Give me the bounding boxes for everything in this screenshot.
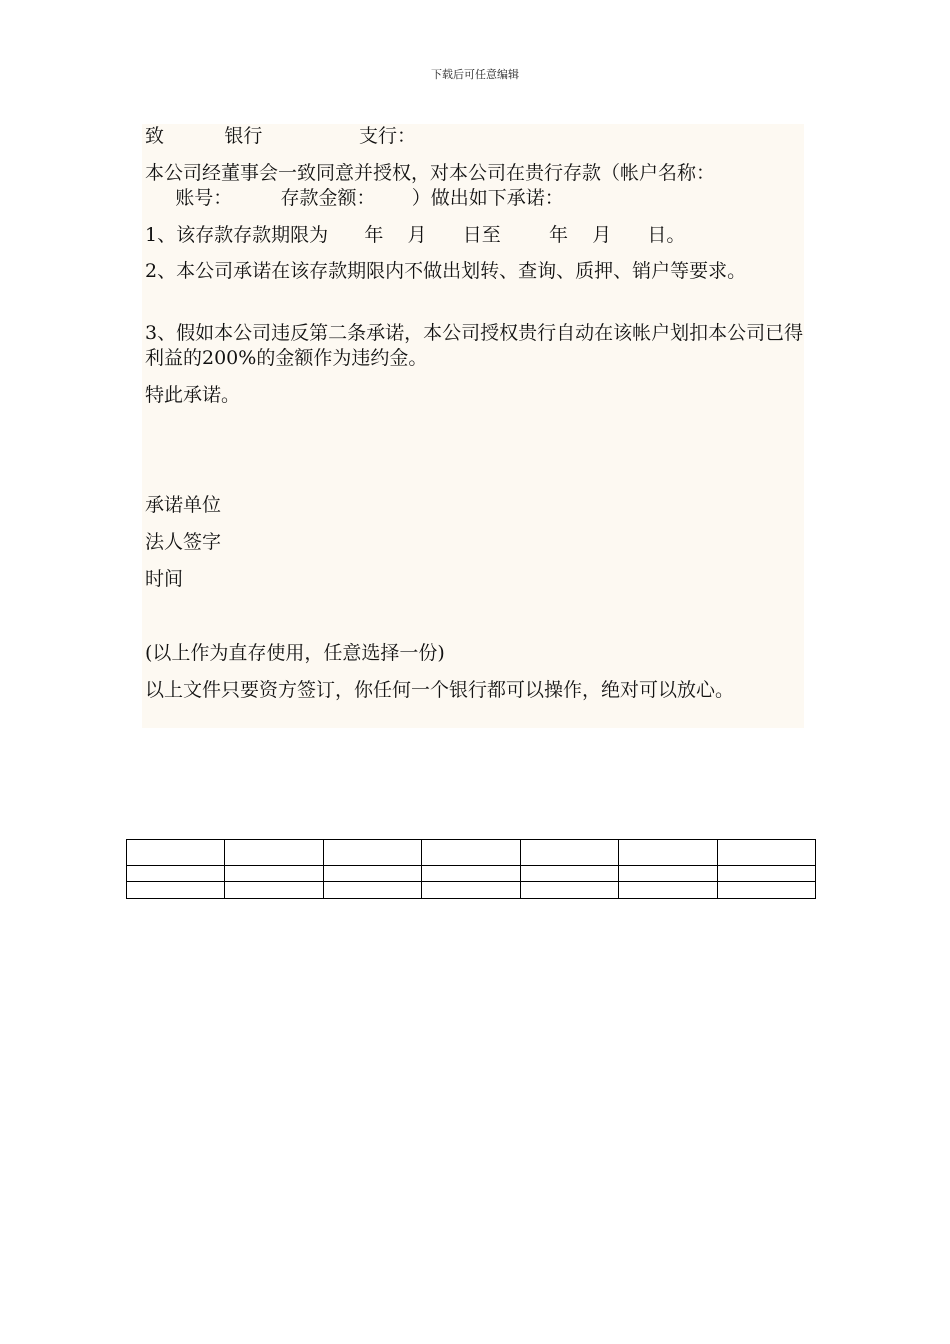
table-cell [127,840,225,866]
table-cell [520,840,618,866]
table-cell [422,840,520,866]
table-cell [422,882,520,899]
usage-note: (以上作为直存使用，任意选择一份) [145,642,445,664]
table-cell [520,865,618,882]
letter-background [142,124,804,728]
table-cell [422,865,520,882]
table-row [127,882,816,899]
intro-continued: 账号： 存款金额： ）做出如下承诺： [145,187,564,209]
closing-text: 特此承诺。 [145,384,241,406]
table-cell [225,882,323,899]
table-cell [127,882,225,899]
table-cell [619,882,717,899]
reassurance-note: 以上文件只要资方签订，你任何一个银行都可以操作，绝对可以放心。 [145,679,735,701]
table-cell [323,882,421,899]
download-note: 下载后可任意编辑 [431,68,519,81]
blank-table [126,839,816,899]
signature-legal-label: 法人签字 [145,531,222,553]
table-cell [225,865,323,882]
intro-text: 本公司经董事会一致同意并授权，对本公司在贵行存款（帐户名称： [145,162,716,184]
table-cell [717,840,815,866]
salutation: 致 银行 支行： [145,125,417,147]
table-row [127,865,816,882]
table-cell [717,865,815,882]
table-cell [717,882,815,899]
table-cell [619,865,717,882]
table-cell [520,882,618,899]
table-cell [323,865,421,882]
signature-time-label: 时间 [145,568,184,590]
table-cell [323,840,421,866]
table-cell [127,865,225,882]
commitment-item-3: 3、假如本公司违反第二条承诺，本公司授权贵行自动在该帐户划扣本公司已得利益的200%的金额作为违约金。 [145,322,804,369]
commitment-item-1: 1、该存款存款期限为 年 月 日至 年 月 日。 [145,224,686,246]
signature-unit-label: 承诺单位 [145,494,222,516]
table-cell [619,840,717,866]
table-row [127,840,816,866]
table-cell [225,840,323,866]
commitment-item-2: 2、本公司承诺在该存款期限内不做出划转、查询、质押、销户等要求。 [145,260,747,282]
